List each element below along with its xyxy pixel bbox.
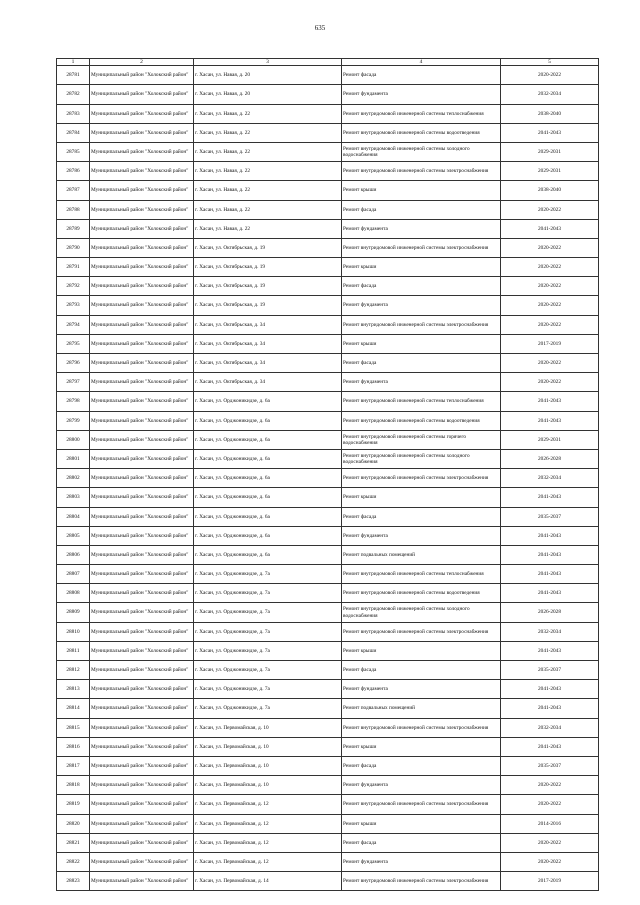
cell-address: г. Хасан, ул. Орджоникидзе, д. 6а <box>194 488 342 507</box>
cell-period: 2026-2028 <box>501 603 599 622</box>
cell-period: 2038-2040 <box>501 181 599 200</box>
cell-address: г. Хасан, ул. Первомайская, д. 10 <box>194 756 342 775</box>
cell-address: г. Хасан, ул. Навая, д. 20 <box>194 66 342 85</box>
cell-period: 2032-2034 <box>501 469 599 488</box>
cell-row-number: 28797 <box>57 373 90 392</box>
cell-address: г. Хасан, ул. Орджоникидзе, д. 6а <box>194 507 342 526</box>
cell-row-number: 28781 <box>57 66 90 85</box>
cell-address: г. Хасан, ул. Орджоникидзе, д. 7а <box>194 622 342 641</box>
cell-period: 2020-2022 <box>501 296 599 315</box>
cell-row-number: 28818 <box>57 776 90 795</box>
cell-address: г. Хасан, ул. Орджоникидзе, д. 7а <box>194 584 342 603</box>
cell-period: 2017-2019 <box>501 872 599 891</box>
cell-address: г. Хасан, ул. Октябрьская, д. 19 <box>194 238 342 257</box>
cell-municipality: Муниципальный район "Холокский район" <box>90 296 194 315</box>
cell-address: г. Хасан, ул. Орджоникидзе, д. 6а <box>194 411 342 430</box>
table-row <box>57 699 599 718</box>
cell-work-type: Ремонт внутридомовой инженерной системы теплоснабжения <box>342 392 501 411</box>
cell-period: 2041-2043 <box>501 411 599 430</box>
cell-address: г. Хасан, ул. Октябрьская, д. 34 <box>194 354 342 373</box>
cell-work-type: Ремонт фундамента <box>342 296 501 315</box>
cell-period: 2020-2022 <box>501 200 599 219</box>
cell-municipality: Муниципальный район "Холокский район" <box>90 334 194 353</box>
table-row <box>57 219 599 238</box>
table-row <box>57 737 599 756</box>
cell-address: г. Хасан, ул. Орджоникидзе, д. 7а <box>194 641 342 660</box>
header-col-1: 1 <box>57 59 90 66</box>
cell-address: г. Хасан, ул. Орджоникидзе, д. 7а <box>194 565 342 584</box>
cell-work-type: Ремонт крыши <box>342 258 501 277</box>
cell-municipality: Муниципальный район "Холокский район" <box>90 258 194 277</box>
cell-work-type: Ремонт фундамента <box>342 219 501 238</box>
table-row <box>57 392 599 411</box>
cell-work-type: Ремонт внутридомовой инженерной системы электроснабжения <box>342 872 501 891</box>
cell-municipality: Муниципальный район "Холокский район" <box>90 661 194 680</box>
cell-municipality: Муниципальный район "Холокский район" <box>90 469 194 488</box>
cell-municipality: Муниципальный район "Холокский район" <box>90 507 194 526</box>
cell-address: г. Хасан, ул. Первомайская, д. 10 <box>194 718 342 737</box>
table-row <box>57 315 599 334</box>
header-col-4: 4 <box>342 59 501 66</box>
cell-row-number: 28794 <box>57 315 90 334</box>
cell-address: г. Хасан, ул. Первомайская, д. 10 <box>194 737 342 756</box>
cell-work-type: Ремонт внутридомовой инженерной системы электроснабжения <box>342 315 501 334</box>
table-row <box>57 680 599 699</box>
table-row <box>57 123 599 142</box>
cell-period: 2035-2037 <box>501 661 599 680</box>
cell-municipality: Муниципальный район "Холокский район" <box>90 545 194 564</box>
table-row <box>57 776 599 795</box>
cell-period: 2041-2043 <box>501 584 599 603</box>
cell-row-number: 28804 <box>57 507 90 526</box>
cell-municipality: Муниципальный район "Холокский район" <box>90 373 194 392</box>
cell-period: 2041-2043 <box>501 565 599 584</box>
cell-row-number: 28810 <box>57 622 90 641</box>
cell-work-type: Ремонт внутридомовой инженерной системы теплоснабжения <box>342 565 501 584</box>
cell-work-type: Ремонт крыши <box>342 334 501 353</box>
cell-row-number: 28790 <box>57 238 90 257</box>
cell-period: 2020-2022 <box>501 238 599 257</box>
table-row <box>57 814 599 833</box>
header-col-2: 2 <box>90 59 194 66</box>
table-row <box>57 852 599 871</box>
cell-row-number: 28786 <box>57 162 90 181</box>
cell-address: г. Хасан, ул. Орджоникидзе, д. 7а <box>194 603 342 622</box>
cell-municipality: Муниципальный район "Холокский район" <box>90 449 194 468</box>
table-row <box>57 756 599 775</box>
table-row <box>57 200 599 219</box>
cell-work-type: Ремонт крыши <box>342 641 501 660</box>
cell-row-number: 28795 <box>57 334 90 353</box>
cell-municipality: Муниципальный район "Холокский район" <box>90 622 194 641</box>
cell-address: г. Хасан, ул. Октябрьская, д. 19 <box>194 296 342 315</box>
cell-address: г. Хасан, ул. Первомайская, д. 12 <box>194 852 342 871</box>
table-row <box>57 66 599 85</box>
table-row <box>57 507 599 526</box>
cell-work-type: Ремонт внутридомовой инженерной системы водоотведения <box>342 584 501 603</box>
cell-row-number: 28806 <box>57 545 90 564</box>
cell-row-number: 28817 <box>57 756 90 775</box>
cell-work-type: Ремонт крыши <box>342 488 501 507</box>
cell-period: 2041-2043 <box>501 123 599 142</box>
cell-municipality: Муниципальный район "Холокский район" <box>90 277 194 296</box>
cell-municipality: Муниципальный район "Холокский район" <box>90 718 194 737</box>
cell-row-number: 28787 <box>57 181 90 200</box>
cell-address: г. Хасан, ул. Орджоникидзе, д. 6а <box>194 449 342 468</box>
table-body <box>57 66 599 891</box>
cell-work-type: Ремонт внутридомовой инженерной системы электроснабжения <box>342 162 501 181</box>
cell-period: 2032-2034 <box>501 622 599 641</box>
cell-period: 2014-2016 <box>501 814 599 833</box>
cell-work-type: Ремонт фасада <box>342 200 501 219</box>
cell-period: 2032-2034 <box>501 85 599 104</box>
cell-row-number: 28807 <box>57 565 90 584</box>
cell-municipality: Муниципальный район "Холокский район" <box>90 392 194 411</box>
cell-work-type: Ремонт фасада <box>342 354 501 373</box>
cell-municipality: Муниципальный район "Холокский район" <box>90 872 194 891</box>
cell-address: г. Хасан, ул. Орджоникидзе, д. 7а <box>194 680 342 699</box>
cell-municipality: Муниципальный район "Холокский район" <box>90 699 194 718</box>
cell-work-type: Ремонт внутридомовой инженерной системы электроснабжения <box>342 622 501 641</box>
cell-work-type: Ремонт фундамента <box>342 776 501 795</box>
cell-period: 2035-2037 <box>501 507 599 526</box>
cell-work-type: Ремонт фасада <box>342 833 501 852</box>
table-row <box>57 718 599 737</box>
cell-period: 2041-2043 <box>501 392 599 411</box>
cell-work-type: Ремонт внутридомовой инженерной системы электроснабжения <box>342 795 501 814</box>
cell-row-number: 28785 <box>57 142 90 161</box>
cell-period: 2041-2043 <box>501 641 599 660</box>
cell-municipality: Муниципальный район "Холокский район" <box>90 641 194 660</box>
cell-work-type: Ремонт фундамента <box>342 85 501 104</box>
cell-municipality: Муниципальный район "Холокский район" <box>90 162 194 181</box>
cell-address: г. Хасан, ул. Орджоникидзе, д. 7а <box>194 661 342 680</box>
table-row <box>57 565 599 584</box>
cell-work-type: Ремонт фундамента <box>342 680 501 699</box>
cell-period: 2029-2031 <box>501 142 599 161</box>
cell-period: 2020-2022 <box>501 277 599 296</box>
table-row <box>57 488 599 507</box>
cell-municipality: Муниципальный район "Холокский район" <box>90 814 194 833</box>
cell-row-number: 28805 <box>57 526 90 545</box>
cell-period: 2041-2043 <box>501 526 599 545</box>
cell-row-number: 28811 <box>57 641 90 660</box>
table-row <box>57 584 599 603</box>
table-row <box>57 354 599 373</box>
cell-period: 2029-2031 <box>501 430 599 449</box>
table-row <box>57 622 599 641</box>
cell-row-number: 28784 <box>57 123 90 142</box>
cell-row-number: 28793 <box>57 296 90 315</box>
cell-municipality: Муниципальный район "Холокский район" <box>90 200 194 219</box>
cell-address: г. Хасан, ул. Первомайская, д. 12 <box>194 814 342 833</box>
cell-row-number: 28782 <box>57 85 90 104</box>
cell-municipality: Муниципальный район "Холокский район" <box>90 756 194 775</box>
cell-period: 2020-2022 <box>501 354 599 373</box>
cell-row-number: 28820 <box>57 814 90 833</box>
table-row <box>57 795 599 814</box>
cell-period: 2020-2022 <box>501 66 599 85</box>
cell-municipality: Муниципальный район "Холокский район" <box>90 584 194 603</box>
cell-municipality: Муниципальный район "Холокский район" <box>90 315 194 334</box>
cell-work-type: Ремонт внутридомовой инженерной системы водоотведения <box>342 411 501 430</box>
cell-row-number: 28788 <box>57 200 90 219</box>
table-row <box>57 641 599 660</box>
cell-row-number: 28803 <box>57 488 90 507</box>
cell-work-type: Ремонт фасада <box>342 661 501 680</box>
cell-address: г. Хасан, ул. Орджоникидзе, д. 6а <box>194 469 342 488</box>
cell-work-type: Ремонт подвальных помещений <box>342 699 501 718</box>
cell-row-number: 28798 <box>57 392 90 411</box>
cell-address: г. Хасан, ул. Орджоникидзе, д. 6а <box>194 545 342 564</box>
cell-period: 2020-2022 <box>501 315 599 334</box>
cell-municipality: Муниципальный район "Холокский район" <box>90 354 194 373</box>
cell-municipality: Муниципальный район "Холокский район" <box>90 238 194 257</box>
table-row <box>57 296 599 315</box>
cell-row-number: 28819 <box>57 795 90 814</box>
cell-row-number: 28791 <box>57 258 90 277</box>
cell-row-number: 28814 <box>57 699 90 718</box>
header-col-5: 5 <box>501 59 599 66</box>
cell-address: г. Хасан, ул. Октябрьская, д. 34 <box>194 334 342 353</box>
cell-address: г. Хасан, ул. Навая, д. 22 <box>194 200 342 219</box>
cell-row-number: 28796 <box>57 354 90 373</box>
cell-address: г. Хасан, ул. Орджоникидзе, д. 6а <box>194 526 342 545</box>
cell-row-number: 28789 <box>57 219 90 238</box>
cell-period: 2041-2043 <box>501 219 599 238</box>
cell-municipality: Муниципальный район "Холокский район" <box>90 833 194 852</box>
cell-address: г. Хасан, ул. Навая, д. 22 <box>194 162 342 181</box>
cell-municipality: Муниципальный район "Холокский район" <box>90 430 194 449</box>
cell-address: г. Хасан, ул. Навая, д. 22 <box>194 181 342 200</box>
table-row <box>57 411 599 430</box>
cell-work-type: Ремонт внутридомовой инженерной системы горячего водоснабжения <box>342 430 501 449</box>
cell-work-type: Ремонт внутридомовой инженерной системы электроснабжения <box>342 469 501 488</box>
table-row <box>57 833 599 852</box>
table-row <box>57 258 599 277</box>
cell-work-type: Ремонт крыши <box>342 181 501 200</box>
cell-municipality: Муниципальный район "Холокский район" <box>90 411 194 430</box>
cell-row-number: 28815 <box>57 718 90 737</box>
cell-address: г. Хасан, ул. Октябрьская, д. 19 <box>194 258 342 277</box>
cell-row-number: 28783 <box>57 104 90 123</box>
table-row <box>57 162 599 181</box>
cell-address: г. Хасан, ул. Навая, д. 22 <box>194 123 342 142</box>
table-row <box>57 661 599 680</box>
cell-municipality: Муниципальный район "Холокский район" <box>90 680 194 699</box>
table-row <box>57 85 599 104</box>
cell-row-number: 28801 <box>57 449 90 468</box>
cell-row-number: 28808 <box>57 584 90 603</box>
cell-address: г. Хасан, ул. Навая, д. 22 <box>194 104 342 123</box>
cell-period: 2041-2043 <box>501 680 599 699</box>
cell-period: 2017-2019 <box>501 334 599 353</box>
table-row <box>57 430 599 449</box>
table-row <box>57 449 599 468</box>
cell-work-type: Ремонт фундамента <box>342 852 501 871</box>
table-row <box>57 104 599 123</box>
cell-municipality: Муниципальный район "Холокский район" <box>90 526 194 545</box>
cell-work-type: Ремонт внутридомовой инженерной системы электроснабжения <box>342 718 501 737</box>
cell-row-number: 28809 <box>57 603 90 622</box>
cell-municipality: Муниципальный район "Холокский район" <box>90 795 194 814</box>
header-row <box>57 59 599 66</box>
table-row <box>57 142 599 161</box>
cell-period: 2020-2022 <box>501 258 599 277</box>
cell-period: 2020-2022 <box>501 852 599 871</box>
cell-municipality: Муниципальный район "Холокский район" <box>90 852 194 871</box>
cell-address: г. Хасан, ул. Первомайская, д. 12 <box>194 833 342 852</box>
cell-address: г. Хасан, ул. Орджоникидзе, д. 6а <box>194 430 342 449</box>
cell-period: 2041-2043 <box>501 737 599 756</box>
cell-work-type: Ремонт крыши <box>342 737 501 756</box>
cell-work-type: Ремонт фундамента <box>342 373 501 392</box>
cell-municipality: Муниципальный район "Холокский район" <box>90 565 194 584</box>
cell-work-type: Ремонт фундамента <box>342 526 501 545</box>
cell-period: 2032-2034 <box>501 718 599 737</box>
cell-municipality: Муниципальный район "Холокский район" <box>90 123 194 142</box>
cell-row-number: 28802 <box>57 469 90 488</box>
cell-row-number: 28792 <box>57 277 90 296</box>
register-table <box>56 58 599 891</box>
cell-work-type: Ремонт внутридомовой инженерной системы холодного водоснабжения <box>342 142 501 161</box>
table-row <box>57 238 599 257</box>
cell-municipality: Муниципальный район "Холокский район" <box>90 181 194 200</box>
cell-work-type: Ремонт внутридомовой инженерной системы теплоснабжения <box>342 104 501 123</box>
cell-municipality: Муниципальный район "Холокский район" <box>90 142 194 161</box>
table-row <box>57 469 599 488</box>
table-row <box>57 545 599 564</box>
cell-municipality: Муниципальный район "Холокский район" <box>90 85 194 104</box>
cell-period: 2020-2022 <box>501 795 599 814</box>
cell-row-number: 28823 <box>57 872 90 891</box>
cell-work-type: Ремонт фасада <box>342 507 501 526</box>
cell-row-number: 28813 <box>57 680 90 699</box>
cell-row-number: 28816 <box>57 737 90 756</box>
table-row <box>57 603 599 622</box>
cell-address: г. Хасан, ул. Навая, д. 22 <box>194 142 342 161</box>
cell-period: 2038-2040 <box>501 104 599 123</box>
cell-municipality: Муниципальный район "Холокский район" <box>90 776 194 795</box>
table-row <box>57 373 599 392</box>
cell-work-type: Ремонт фасада <box>342 756 501 775</box>
header-col-3: 3 <box>194 59 342 66</box>
table-row <box>57 181 599 200</box>
table-header <box>57 59 599 66</box>
table-row <box>57 526 599 545</box>
cell-address: г. Хасан, ул. Орджоникидзе, д. 6а <box>194 392 342 411</box>
table-row <box>57 872 599 891</box>
cell-address: г. Хасан, ул. Октябрьская, д. 34 <box>194 373 342 392</box>
cell-work-type: Ремонт внутридомовой инженерной системы холодного водоснабжения <box>342 449 501 468</box>
table-row <box>57 334 599 353</box>
cell-municipality: Муниципальный район "Холокский район" <box>90 66 194 85</box>
cell-period: 2026-2028 <box>501 449 599 468</box>
cell-work-type: Ремонт внутридомовой инженерной системы электроснабжения <box>342 238 501 257</box>
cell-municipality: Муниципальный район "Холокский район" <box>90 488 194 507</box>
cell-municipality: Муниципальный район "Холокский район" <box>90 737 194 756</box>
cell-work-type: Ремонт подвальных помещений <box>342 545 501 564</box>
cell-municipality: Муниципальный район "Холокский район" <box>90 219 194 238</box>
cell-row-number: 28821 <box>57 833 90 852</box>
page-number: 635 <box>314 24 326 32</box>
cell-period: 2035-2037 <box>501 756 599 775</box>
cell-address: г. Хасан, ул. Орджоникидзе, д. 7а <box>194 699 342 718</box>
cell-municipality: Муниципальный район "Холокский район" <box>90 603 194 622</box>
cell-work-type: Ремонт внутридомовой инженерной системы водоотведения <box>342 123 501 142</box>
cell-address: г. Хасан, ул. Навая, д. 22 <box>194 219 342 238</box>
cell-work-type: Ремонт фасада <box>342 277 501 296</box>
cell-work-type: Ремонт внутридомовой инженерной системы холодного водоснабжения <box>342 603 501 622</box>
cell-address: г. Хасан, ул. Первомайская, д. 12 <box>194 795 342 814</box>
cell-work-type: Ремонт фасада <box>342 66 501 85</box>
cell-row-number: 28822 <box>57 852 90 871</box>
cell-period: 2041-2043 <box>501 488 599 507</box>
cell-period: 2029-2031 <box>501 162 599 181</box>
cell-period: 2041-2043 <box>501 699 599 718</box>
cell-address: г. Хасан, ул. Октябрьская, д. 19 <box>194 277 342 296</box>
cell-address: г. Хасан, ул. Навая, д. 20 <box>194 85 342 104</box>
cell-address: г. Хасан, ул. Октябрьская, д. 34 <box>194 315 342 334</box>
cell-period: 2020-2022 <box>501 833 599 852</box>
cell-row-number: 28799 <box>57 411 90 430</box>
cell-period: 2020-2022 <box>501 776 599 795</box>
cell-row-number: 28800 <box>57 430 90 449</box>
cell-period: 2020-2022 <box>501 373 599 392</box>
cell-period: 2041-2043 <box>501 545 599 564</box>
cell-address: г. Хасан, ул. Первомайская, д. 10 <box>194 776 342 795</box>
cell-municipality: Муниципальный район "Холокский район" <box>90 104 194 123</box>
cell-work-type: Ремонт крыши <box>342 814 501 833</box>
cell-address: г. Хасан, ул. Первомайская, д. 14 <box>194 872 342 891</box>
cell-row-number: 28812 <box>57 661 90 680</box>
table-row <box>57 277 599 296</box>
